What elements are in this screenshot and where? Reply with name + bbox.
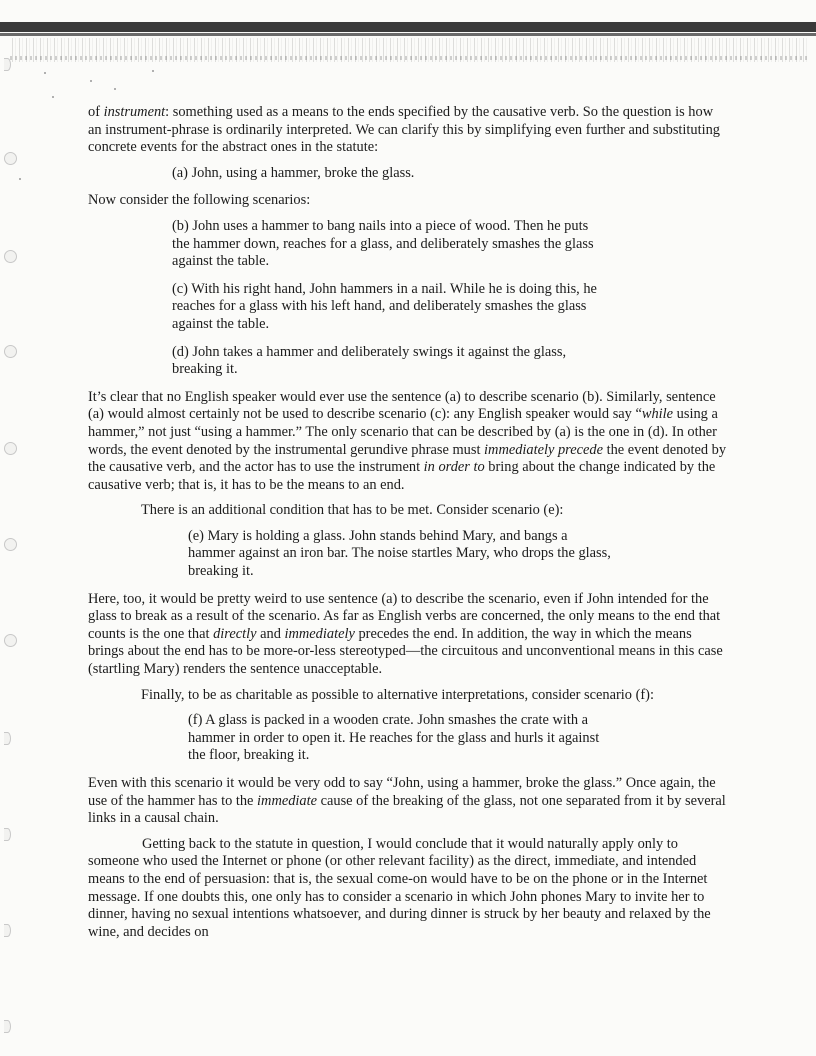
scenario-d: (d) John takes a hammer and deliberately swings it against the glass, breaking it. xyxy=(172,343,567,378)
example-sentence-a: (a) John, using a hammer, broke the glass. xyxy=(172,164,415,181)
paragraph: Getting back to the statute in question, I would conclude that it would naturally apply only to someone who used the Internet or phone (or other relevant facility) as the direct, immediate, and intended means to the end of persuasion: that is, the sexual come-on would have to be on the phone or in the Internet message. If one doubts this, one only has to consider a scenario in which John phones Mary to invite her to dinner, having no sexual intentions whatsoever, and during dinner is struck by her beauty and relaxed by the wine, and decides on xyxy=(88,835,711,940)
paragraph: There is an additional condition that has to be met. Consider scenario (e): xyxy=(141,502,564,519)
binder-hole-icon xyxy=(4,1020,11,1033)
binder-hole-icon xyxy=(4,924,11,937)
binder-hole-icon xyxy=(4,634,17,647)
scan-top-border-lower xyxy=(0,33,816,36)
paragraph: Even with this scenario it would be very odd to say “John, using a hammer, broke the glass.” Once again, the use of the hammer has to the immediate cause of the breaking of the glass, not one separated from it by several links in a causal chain. xyxy=(88,775,726,827)
binder-hole-icon xyxy=(4,250,17,263)
scan-speck xyxy=(52,96,54,98)
binder-hole-icon xyxy=(4,732,11,745)
scenario-f: (f) A glass is packed in a wooden crate. John smashes the crate with a hammer in order to open it. He reaches for the glass and hurls it against the floor, breaking it. xyxy=(188,712,600,764)
paragraph: Now consider the following scenarios: xyxy=(88,192,311,209)
paragraph: Here, too, it would be pretty weird to use sentence (a) to describe the scenario, even if John intended for the glass to break as a result of the scenario. As far as English verbs are concerned, the only means to the end that counts is the one that directly and immediately precedes the end. In addition, the way in which the means brings about the end has to be more-or-less stereotyped—the circuitous and unconventional means in this case (startling Mary) renders the sentence unacceptable. xyxy=(88,590,723,678)
scan-speck xyxy=(90,80,92,82)
scenario-e: (e) Mary is holding a glass. John stands behind Mary, and bangs a hammer against an iron bar. The noise startles Mary, who drops the glass, breaking it. xyxy=(188,527,611,580)
binder-hole-icon xyxy=(4,58,11,71)
scan-speck xyxy=(44,72,46,74)
scan-speck xyxy=(114,88,116,90)
document-body xyxy=(88,104,728,949)
scan-speck xyxy=(19,178,21,180)
paragraph: of instrument: something used as a means to the ends specified by the causative verb. So the question is how an instrument-phrase is ordinarily interpreted. We can clarify this by simplifying even further and substituting concrete events for the abstract ones in the statute: xyxy=(88,104,721,156)
binder-hole-icon xyxy=(4,345,17,358)
scan-speck xyxy=(152,70,154,72)
binder-hole-icon xyxy=(4,828,11,841)
paragraph: Finally, to be as charitable as possible to alternative interpretations, consider scenario (f): xyxy=(141,686,654,703)
scenario-c: (c) With his right hand, John hammers in a nail. While he is doing this, he reaches for a glass with his left hand, and deliberately smashes the glass against the table. xyxy=(172,280,597,332)
scan-top-border xyxy=(0,22,816,32)
scan-artifact-line xyxy=(10,56,808,60)
scenario-b: (b) John uses a hammer to bang nails into a piece of wood. Then he puts the hammer down, reaches for a glass, and deliberately smashes the glass against the table. xyxy=(172,217,594,270)
binder-hole-icon xyxy=(4,152,17,165)
binder-hole-icon xyxy=(4,442,17,455)
binder-hole-icon xyxy=(4,538,17,551)
paragraph: It’s clear that no English speaker would ever use the sentence (a) to describe scenario (b). Similarly, sentence (a) would almost certainly not be used to describe scenario (c): any English speaker would say “while using a hammer,” not just “using a hammer.” The only scenario that can be described by (a) is the one in (d). In other words, the event denoted by the instrumental gerundive phrase must immediately precede the event denoted by the causative verb, and the actor has to use the instrument in order to bring about the change indicated by the causative verb; that is, it has to be the means to an end. xyxy=(88,388,727,493)
